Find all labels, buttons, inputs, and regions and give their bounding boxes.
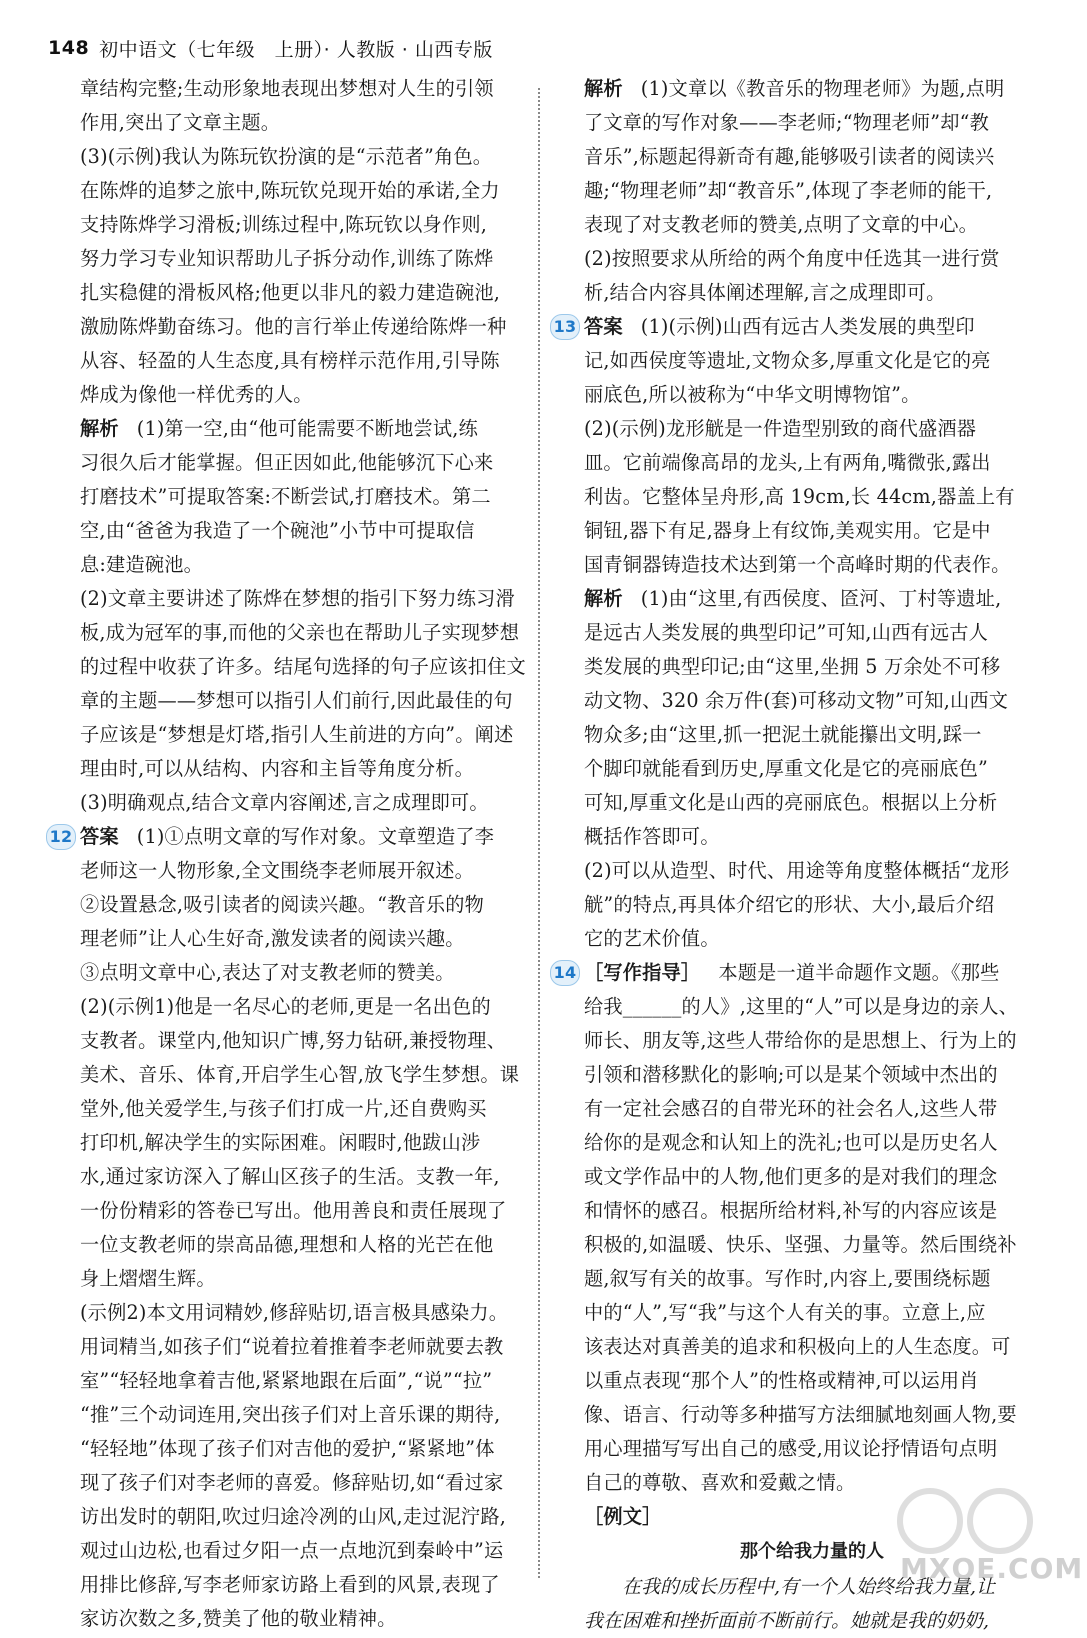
text-line bbox=[80, 786, 520, 820]
line-text: 用排比修辞,写李老师家访路上看到的风景,表现了 bbox=[80, 1573, 500, 1596]
line-text: 了文章的写作对象——李老师;“物理老师”却“教 bbox=[584, 111, 990, 134]
text-line bbox=[80, 378, 520, 412]
section-tag: ［写作指导］ bbox=[584, 961, 701, 984]
text-line bbox=[584, 820, 1020, 854]
essay-title: 那个给我力量的人 bbox=[740, 1541, 884, 1562]
line-text: 努力学习专业知识帮助儿子拆分动作,训练了陈烨 bbox=[80, 247, 494, 270]
line-text: “推”三个动词连用,突出孩子们对上音乐课的期待, bbox=[80, 1403, 501, 1426]
section-tag: 答案 bbox=[584, 315, 623, 338]
text-line bbox=[584, 922, 1020, 956]
line-text: 用心理描写写出自己的感受,用议论抒情语句点明 bbox=[584, 1437, 998, 1460]
text-line bbox=[584, 140, 1020, 174]
line-text: 类发展的典型印记;由“这里,坐拥 5 万余处不可移 bbox=[584, 655, 1001, 678]
text-line bbox=[80, 752, 520, 786]
line-text: 或文学作品中的人物,他们更多的是对我们的理念 bbox=[584, 1165, 998, 1188]
text-line bbox=[584, 650, 1020, 684]
line-text: 以重点表现“那个人”的性格或精神,可以运用肖 bbox=[584, 1369, 979, 1392]
line-text: 引领和潜移默化的影响;可以是某个领域中杰出的 bbox=[584, 1063, 998, 1086]
line-text: (1)(示例)山西有远古人类发展的典型印 bbox=[640, 315, 975, 338]
text-line bbox=[584, 684, 1020, 718]
text-line bbox=[80, 1364, 520, 1398]
line-text: 个脚印就能看到历史,厚重文化是它的亮丽底色” bbox=[584, 757, 989, 780]
line-text: 给你的是观念和认知上的洗礼;也可以是历史名人 bbox=[584, 1131, 998, 1154]
watermark-text: MXQE.COM bbox=[900, 1552, 1084, 1585]
line-text: 激励陈烨勤奋练习。他的言行举止传递给陈烨一种 bbox=[80, 315, 507, 338]
line-text: (1)第一空,由“他可能需要不断地尝试,练 bbox=[136, 417, 478, 440]
line-text: 师长、朋友等,这些人带给你的是思想上、行为上的 bbox=[584, 1029, 1017, 1052]
text-line bbox=[80, 1262, 520, 1296]
text-line bbox=[80, 1602, 520, 1636]
line-text: ②设置悬念,吸引读者的阅读兴趣。“教音乐的物 bbox=[80, 893, 485, 916]
text-line bbox=[80, 888, 520, 922]
text-line bbox=[80, 854, 520, 888]
line-text: 室”“轻轻地拿着吉他,紧紧地跟在后面”,“说”“拉” bbox=[80, 1369, 493, 1392]
line-text: 积极的,如温暖、快乐、坚强、力量等。然后围绕补 bbox=[584, 1233, 1017, 1256]
essay-line: 在我的成长历程中,有一个人始终给我力量,让 bbox=[584, 1576, 996, 1598]
line-text: 从容、轻盈的人生态度,具有榜样示范作用,引导陈 bbox=[80, 349, 500, 372]
text-line bbox=[584, 106, 1020, 140]
text-line bbox=[584, 480, 1020, 514]
text-line bbox=[553, 310, 1020, 344]
line-text: 一份份精彩的答卷已写出。他用善良和责任展现了 bbox=[80, 1199, 507, 1222]
text-line bbox=[80, 1330, 520, 1364]
text-line bbox=[80, 1126, 520, 1160]
page-header bbox=[48, 30, 493, 66]
section-tag: 解析 bbox=[80, 417, 119, 440]
line-text: 家访次数之多,赞美了他的敬业精神。 bbox=[80, 1607, 397, 1630]
line-text: 在陈烨的追梦之旅中,陈玩钦兑现开始的承诺,全力 bbox=[80, 179, 500, 202]
text-line bbox=[584, 1466, 1020, 1500]
text-line bbox=[80, 650, 526, 684]
line-text: 一位支教老师的崇高品德,理想和人格的光芒在他 bbox=[80, 1233, 494, 1256]
line-text: 作用,突出了文章主题。 bbox=[80, 111, 281, 134]
text-line bbox=[584, 582, 1020, 616]
line-text: ③点明文章中心,表达了对支教老师的赞美。 bbox=[80, 961, 455, 984]
line-text: 该表达对真善美的追求和积极向上的人生态度。可 bbox=[584, 1335, 1011, 1358]
text-line bbox=[80, 1194, 520, 1228]
text-line bbox=[80, 344, 520, 378]
text-line bbox=[553, 956, 1020, 990]
line-text: (2)(示例)龙形觥是一件造型别致的商代盛酒器 bbox=[584, 417, 977, 440]
text-line bbox=[584, 1398, 1020, 1432]
text-line bbox=[584, 1330, 1020, 1364]
text-line bbox=[80, 242, 520, 276]
line-text: 章的主题——梦想可以指引人们前行,因此最佳的句 bbox=[80, 689, 513, 712]
line-text: 它的艺术价值。 bbox=[584, 927, 720, 950]
text-line bbox=[80, 1432, 520, 1466]
line-text: 习很久后才能掌握。但正因如此,他能够沉下心来 bbox=[80, 451, 494, 474]
text-line bbox=[584, 1228, 1020, 1262]
line-text: 息:建造碗池。 bbox=[80, 553, 203, 576]
right-column bbox=[553, 72, 1020, 1638]
text-line bbox=[584, 1500, 1020, 1534]
line-text: 铜钮,器下有足,器身上有纹饰,美观实用。它是中 bbox=[584, 519, 991, 542]
question-number-badge: 12 bbox=[46, 824, 76, 850]
column-divider bbox=[538, 88, 540, 1578]
left-column bbox=[49, 72, 526, 1636]
text-line bbox=[80, 990, 520, 1024]
text-line bbox=[80, 1296, 520, 1330]
text-line bbox=[584, 208, 1020, 242]
text-line bbox=[584, 854, 1020, 888]
text-line bbox=[584, 1194, 1020, 1228]
line-text: 物众多;由“这里,抓一把泥土就能攥出文明,踩一 bbox=[584, 723, 982, 746]
line-text: 析,结合内容具体阐述理解,言之成理即可。 bbox=[584, 281, 946, 304]
text-line bbox=[80, 1466, 520, 1500]
line-text: 空,由“爸爸为我造了一个碗池”小节中可提取信 bbox=[80, 519, 475, 542]
line-text: 像、语言、行动等多种描写方法细腻地刻画人物,要 bbox=[584, 1403, 1017, 1426]
line-text: 板,成为冠军的事,而他的父亲也在帮助儿子实现梦想 bbox=[80, 621, 520, 644]
section-tag: 解析 bbox=[584, 587, 623, 610]
line-text: (2)文章主要讲述了陈烨在梦想的指引下努力练习滑 bbox=[80, 587, 515, 610]
line-text: 表现了对支教老师的赞美,点明了文章的中心。 bbox=[584, 213, 979, 236]
line-text: 理老师”让人心生好奇,激发读者的阅读兴趣。 bbox=[80, 927, 465, 950]
line-text: 烨成为像他一样优秀的人。 bbox=[80, 383, 313, 406]
text-line bbox=[80, 582, 520, 616]
text-line bbox=[80, 718, 520, 752]
text-line bbox=[584, 1126, 1020, 1160]
text-line bbox=[80, 1058, 520, 1092]
text-line bbox=[80, 1024, 520, 1058]
line-text: 访出发时的朝阳,吹过归途冷冽的山风,走过泥泞路, bbox=[80, 1505, 507, 1528]
text-line bbox=[584, 888, 1020, 922]
line-text: 自己的尊敬、喜欢和爱戴之情。 bbox=[584, 1471, 856, 1494]
text-line bbox=[80, 208, 520, 242]
line-text: 音乐”,标题起得新奇有趣,能够吸引读者的阅读兴 bbox=[584, 145, 995, 168]
line-text: (2)(示例1)他是一名尽心的老师,更是一名出色的 bbox=[80, 995, 491, 1018]
line-text: 动文物、320 余万件(套)可移动文物”可知,山西文 bbox=[584, 689, 1009, 712]
text-line bbox=[80, 106, 520, 140]
text-line bbox=[584, 378, 1020, 412]
line-text: 趣;“物理老师”却“教音乐”,体现了李老师的能干, bbox=[584, 179, 993, 202]
line-text: (3)(示例)我认为陈玩钦扮演的是“示范者”角色。 bbox=[80, 145, 493, 168]
line-text: “轻轻地”体现了孩子们对吉他的爱护,“紧紧地”体 bbox=[80, 1437, 495, 1460]
text-line bbox=[80, 548, 520, 582]
text-line bbox=[584, 718, 1020, 752]
text-line bbox=[584, 174, 1020, 208]
text-line bbox=[80, 616, 520, 650]
book-title: 初中语文（七年级 上册）· 人教版 · 山西专版 bbox=[99, 38, 493, 61]
line-text: 觥”的特点,再具体介绍它的形状、大小,最后介绍 bbox=[584, 893, 995, 916]
line-text: 老师这一人物形象,全文围绕李老师展开叙述。 bbox=[80, 859, 475, 882]
line-text: 用词精当,如孩子们“说着拉着推着李老师就要去教 bbox=[80, 1335, 504, 1358]
text-line bbox=[584, 446, 1020, 480]
text-line bbox=[584, 276, 1020, 310]
line-text: 国青铜器铸造技术达到第一个高峰时期的代表作。 bbox=[584, 553, 1011, 576]
line-text: 堂外,他关爱学生,与孩子们打成一片,还自费购买 bbox=[80, 1097, 487, 1120]
page-number: 148 bbox=[48, 37, 90, 59]
text-line bbox=[584, 1296, 1020, 1330]
text-line bbox=[80, 1228, 520, 1262]
text-line bbox=[80, 1398, 520, 1432]
text-line bbox=[584, 1364, 1020, 1398]
text-line bbox=[80, 140, 520, 174]
line-text: 记,如西侯度等遗址,文物众多,厚重文化是它的亮 bbox=[584, 349, 991, 372]
text-line bbox=[584, 242, 1020, 276]
line-text: (示例2)本文用词精妙,修辞贴切,语言极具感染力。 bbox=[80, 1301, 509, 1324]
text-line bbox=[80, 514, 520, 548]
section-tag: ［例文］ bbox=[584, 1505, 662, 1528]
text-line bbox=[584, 1432, 1020, 1466]
text-line bbox=[80, 922, 520, 956]
line-text: 的过程中收获了许多。结尾句选择的句子应该扣住文 bbox=[80, 655, 526, 678]
line-text: 子应该是“梦想是灯塔,指引人生前进的方向”。阐述 bbox=[80, 723, 514, 746]
text-line bbox=[80, 276, 520, 310]
text-line bbox=[584, 990, 1020, 1024]
line-text: 给我______的人》,这里的“人”可以是身边的亲人、 bbox=[584, 995, 1019, 1018]
line-text: 概括作答即可。 bbox=[584, 825, 720, 848]
line-text: 皿。它前端像高昂的龙头,上有两角,嘴微张,露出 bbox=[584, 451, 991, 474]
text-line bbox=[80, 1160, 520, 1194]
line-text: (3)明确观点,结合文章内容阐述,言之成理即可。 bbox=[80, 791, 489, 814]
line-text: 支教者。课堂内,他知识广博,努力钻研,兼授物理、 bbox=[80, 1029, 507, 1052]
text-line bbox=[80, 1568, 520, 1602]
line-text: 理由时,可以从结构、内容和主旨等角度分析。 bbox=[80, 757, 475, 780]
text-line bbox=[80, 72, 520, 106]
right-column-lines bbox=[553, 72, 1020, 1534]
text-line bbox=[80, 310, 520, 344]
section-tag: 答案 bbox=[80, 825, 119, 848]
text-line bbox=[80, 1092, 520, 1126]
text-line bbox=[584, 616, 1020, 650]
line-text: 本题是一道半命题作文题。《那些 bbox=[718, 961, 1000, 984]
text-line bbox=[584, 412, 1020, 446]
line-text: 利齿。它整体呈舟形,高 19cm,长 44cm,器盖上有 bbox=[584, 485, 1015, 508]
text-line bbox=[80, 956, 520, 990]
line-text: (2)按照要求从所给的两个角度中任选其一进行赏 bbox=[584, 247, 1000, 270]
line-text: 章结构完整;生动形象地表现出梦想对人生的引领 bbox=[80, 77, 494, 100]
line-text: 丽底色,所以被称为“中华文明博物馆”。 bbox=[584, 383, 921, 406]
essay-line: 我在困难和挫折面前不断前行。她就是我的奶奶, bbox=[584, 1610, 990, 1632]
line-text: 美术、音乐、体育,开启学生心智,放飞学生梦想。课 bbox=[80, 1063, 520, 1086]
text-line bbox=[80, 412, 520, 446]
text-line bbox=[584, 752, 1020, 786]
text-line bbox=[49, 820, 520, 854]
text-line bbox=[80, 1500, 520, 1534]
question-number-badge: 13 bbox=[550, 314, 580, 340]
text-line bbox=[584, 72, 1020, 106]
line-text: 可知,厚重文化是山西的亮丽底色。根据以上分析 bbox=[584, 791, 998, 814]
line-text: 打印机,解决学生的实际困难。闲暇时,他跋山涉 bbox=[80, 1131, 481, 1154]
text-line bbox=[80, 446, 520, 480]
section-tag: 解析 bbox=[584, 77, 623, 100]
text-line bbox=[584, 1024, 1020, 1058]
text-line bbox=[584, 1160, 1020, 1194]
text-line bbox=[584, 344, 1020, 378]
text-line bbox=[584, 1092, 1020, 1126]
question-number-badge: 14 bbox=[550, 960, 580, 986]
line-text: 现了孩子们对李老师的喜爱。修辞贴切,如“看过家 bbox=[80, 1471, 504, 1494]
line-text: (1)由“这里,有西侯度、匼河、丁村等遗址, bbox=[640, 587, 1002, 610]
text-line bbox=[80, 480, 520, 514]
line-text: 中的“人”,写“我”与这个人有关的事。立意上,应 bbox=[584, 1301, 986, 1324]
line-text: (2)可以从造型、时代、用途等角度整体概括“龙形 bbox=[584, 859, 1010, 882]
text-line bbox=[584, 1262, 1020, 1296]
line-text: 打磨技术”可提取答案:不断尝试,打磨技术。第二 bbox=[80, 485, 491, 508]
line-text: 题,叙写有关的故事。写作时,内容上,要围绕标题 bbox=[584, 1267, 991, 1290]
line-text: 水,通过家访深入了解山区孩子的生活。支教一年, bbox=[80, 1165, 500, 1188]
text-line bbox=[584, 1058, 1020, 1092]
text-line bbox=[80, 174, 520, 208]
line-text: 观过山边松,也看过夕阳一点一点地沉到秦岭中”运 bbox=[80, 1539, 504, 1562]
line-text: 身上熠熠生辉。 bbox=[80, 1267, 216, 1290]
text-line bbox=[584, 514, 1020, 548]
line-text: (1)文章以《教音乐的物理老师》为题,点明 bbox=[640, 77, 1005, 100]
text-line bbox=[80, 1534, 520, 1568]
line-text: 和情怀的感召。根据所给材料,补写的内容应该是 bbox=[584, 1199, 998, 1222]
text-line bbox=[584, 548, 1020, 582]
line-text: 有一定社会感召的自带光环的社会名人,这些人带 bbox=[584, 1097, 998, 1120]
text-line bbox=[80, 684, 520, 718]
line-text: 扎实稳健的滑板风格;他更以非凡的毅力建造碗池, bbox=[80, 281, 501, 304]
text-line bbox=[584, 786, 1020, 820]
line-text: 支持陈烨学习滑板;训练过程中,陈玩钦以身作则, bbox=[80, 213, 488, 236]
line-text: (1)①点明文章的写作对象。文章塑造了李 bbox=[136, 825, 495, 848]
line-text: 是远古人类发展的典型印记”可知,山西有远古人 bbox=[584, 621, 989, 644]
